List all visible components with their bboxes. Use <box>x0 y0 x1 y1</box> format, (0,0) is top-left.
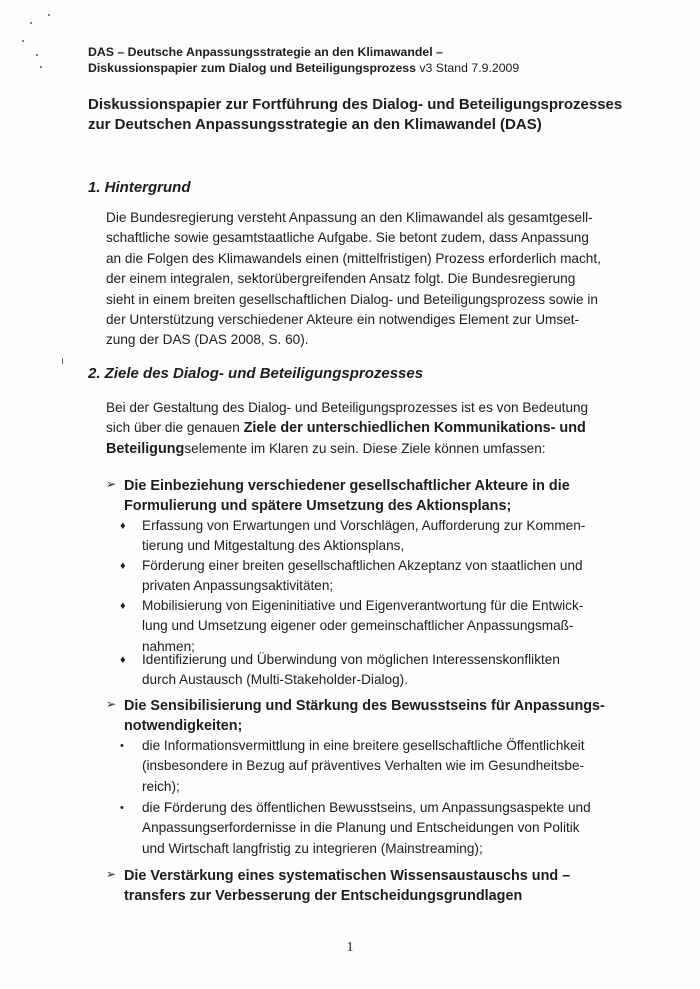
goal-title <box>124 476 634 516</box>
bullet-line: und Wirtschaft langfristig zu integrieren (Mainstreaming); <box>142 840 483 856</box>
paragraph-line: der einem integralen, sektorübergreifenden Ansatz folgt. Die Bundesregierung <box>106 271 576 287</box>
bullet-line: die Förderung des öffentlichen Bewusstseins, um Anpassungsaspekte und <box>142 800 591 815</box>
dot-bullet-icon: • <box>120 740 124 752</box>
scan-speck <box>22 40 24 42</box>
paragraph-line: zung der DAS (DAS 2008, S. 60). <box>106 332 309 348</box>
paragraph-line: schaftliche sowie gesamtstaatliche Aufgabe. Sie betont zudem, dass Anpassung <box>106 230 589 246</box>
section-2-heading: 2. Ziele des Dialog- und Beteiligungsprozesses <box>88 365 424 382</box>
goal-title <box>124 866 634 906</box>
bullet-line: tierung und Mitgestaltung des Aktionsplans, <box>142 538 405 554</box>
bullet-line: Mobilisierung von Eigeninitiative und Eigenverantwortung für die Entwick- <box>142 598 584 613</box>
paragraph-line: der Unterstützung verschiedener Akteure ein notwendiges Element zur Umset- <box>106 312 579 328</box>
bullet-line: lung und Umsetzung eigener oder gemeinschaftlicher Anpassungsmaß- <box>142 618 574 634</box>
diamond-bullet-icon: ♦ <box>120 600 126 612</box>
scan-speck <box>30 22 32 24</box>
section-1-paragraph <box>106 208 628 351</box>
goal-title-line: Formulierung und spätere Umsetzung des Aktionsplans; <box>124 498 512 514</box>
document-header <box>88 44 648 76</box>
bullet-line: nahmen; <box>142 638 195 654</box>
paragraph-line: Die Bundesregierung versteht Anpassung an den Klimawandel als gesamtgesell- <box>106 210 593 225</box>
diamond-bullet-icon: ♦ <box>120 520 126 532</box>
bullet-line: Identifizierung und Überwindung von möglichen Interessenskonflikten <box>142 652 560 667</box>
document-title <box>88 95 648 135</box>
dot-bullet-icon: • <box>120 802 124 814</box>
scan-speck <box>48 14 50 16</box>
goal-title-line: notwendigkeiten; <box>124 718 243 734</box>
paragraph-line: sieht in einem breiten gesellschaftlichen Dialog- und Beteiligungsprozess sowie in <box>106 291 598 307</box>
paragraph-line: an die Folgen des Klimawandels einen (mittelfristigen) Prozess erforderlich macht, <box>106 250 601 266</box>
scan-speck <box>62 358 63 364</box>
header-line-2: Diskussionspapier zum Dialog und Beteiligungsprozess v3 Stand 7.9.2009 <box>88 61 520 75</box>
bullet-line: reich); <box>142 778 180 794</box>
goal-title <box>124 696 634 736</box>
section-2-intro <box>106 398 628 459</box>
arrow-bullet-icon: ➢ <box>106 697 117 711</box>
bullet-line: die Informationsvermittlung in eine breitere gesellschaftliche Öffentlichkeit <box>142 738 585 753</box>
goal-title-line: Die Verstärkung eines systematischen Wissensaustauschs und – <box>124 868 571 884</box>
bullet-line: privaten Anpassungsaktivitäten; <box>142 578 334 594</box>
diamond-bullet-icon: ♦ <box>120 654 126 666</box>
bullet-line: (insbesondere in Bezug auf präventives Verhalten wie im Gesundheitsbe- <box>142 758 585 774</box>
arrow-bullet-icon: ➢ <box>106 867 117 881</box>
page-number: 1 <box>346 940 354 955</box>
title-line-1: Diskussionspapier zur Fortführung des Dialog- und Beteiligungsprozesses <box>88 96 623 113</box>
section-1-heading: 1. Hintergrund <box>88 179 191 196</box>
paragraph-line: Beteiligungselemente im Klaren zu sein. Diese Ziele können umfassen: <box>106 440 546 457</box>
scan-speck <box>36 54 38 56</box>
goal-title-line: Die Einbeziehung verschiedener gesellschaftlicher Akteure in die <box>124 478 570 494</box>
scan-speck <box>40 66 42 68</box>
goal-title-line: Die Sensibilisierung und Stärkung des Bewusstseins für Anpassungs- <box>124 698 605 714</box>
bullet-line: Erfassung von Erwartungen und Vorschlägen, Aufforderung zur Kommen- <box>142 518 586 533</box>
paragraph-line: sich über die genauen Ziele der unterschiedlichen Kommunikations- und <box>106 420 586 437</box>
arrow-bullet-icon: ➢ <box>106 477 117 491</box>
paragraph-line: Bei der Gestaltung des Dialog- und Beteiligungsprozesses ist es von Bedeutung <box>106 400 589 415</box>
diamond-bullet-icon: ♦ <box>120 560 126 572</box>
bullet-line: Förderung einer breiten gesellschaftlichen Akzeptanz von staatlichen und <box>142 558 583 573</box>
goal-title-line: transfers zur Verbesserung der Entscheidungsgrundlagen <box>124 888 523 904</box>
bullet-line: Anpassungserfordernisse in die Planung und Entscheidungen von Politik <box>142 820 580 836</box>
title-line-2: zur Deutschen Anpassungsstrategie an den Klimawandel (DAS) <box>88 116 542 133</box>
bullet-line: durch Austausch (Multi-Stakeholder-Dialog). <box>142 672 408 688</box>
header-line-1: DAS – Deutsche Anpassungsstrategie an den Klimawandel – <box>88 45 443 59</box>
